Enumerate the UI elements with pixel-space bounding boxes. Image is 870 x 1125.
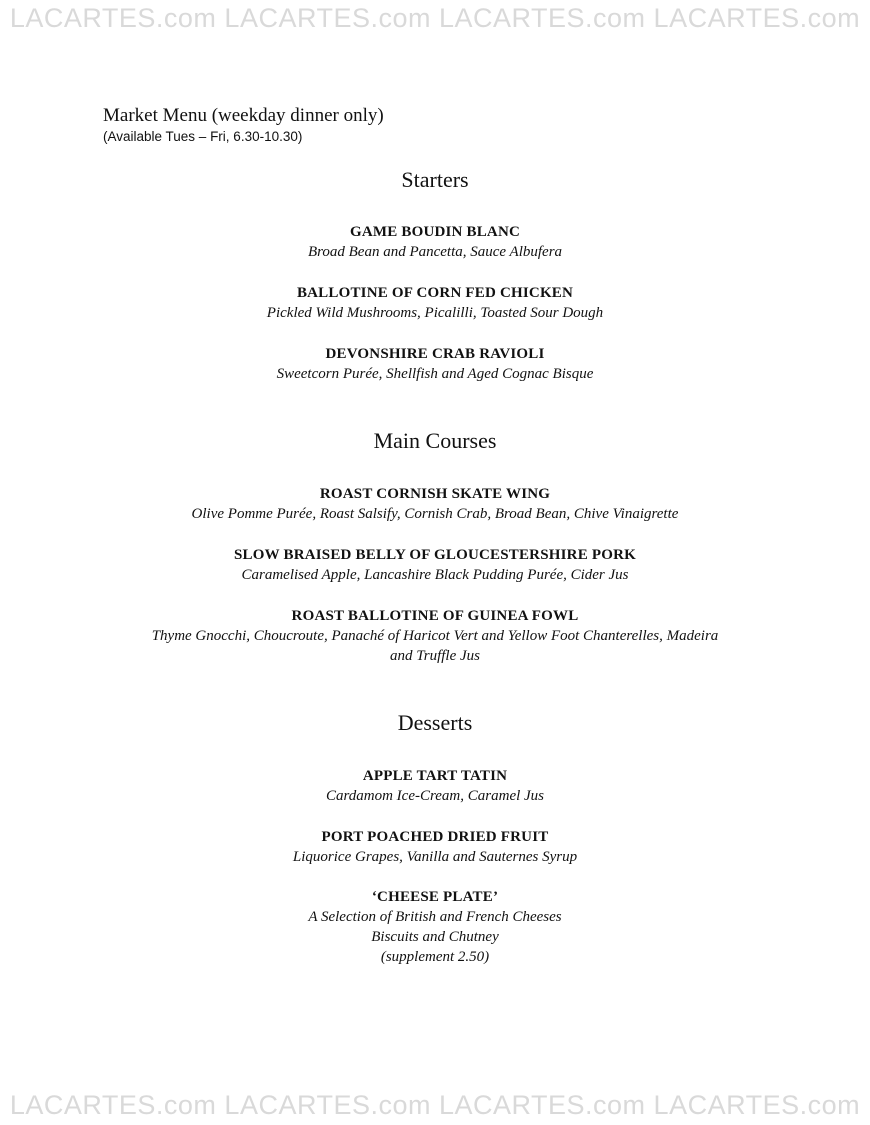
- item-description: Olive Pomme Purée, Roast Salsify, Cornish Crab, Broad Bean, Chive Vinaigrette: [191, 506, 679, 522]
- menu-item: [80, 344, 790, 384]
- menu-item: [80, 766, 790, 806]
- menu-title: Market Menu (weekday dinner only): [103, 105, 384, 126]
- menu-item: [60, 484, 810, 524]
- availability-note: (Available Tues – Fri, 6.30-10.30): [103, 129, 303, 144]
- section-title-desserts: Desserts: [397, 710, 473, 735]
- menu-header: [103, 104, 384, 145]
- item-name: BALLOTINE OF CORN FED CHICKEN: [296, 285, 574, 301]
- item-description: Broad Bean and Pancetta, Sauce Albufera: [307, 244, 563, 260]
- item-name: GAME BOUDIN BLANC: [349, 224, 521, 240]
- menu-item: [80, 222, 790, 262]
- item-description: Caramelised Apple, Lancashire Black Pudding Purée, Cider Jus: [241, 567, 629, 583]
- item-name: PORT POACHED DRIED FRUIT: [321, 829, 549, 845]
- menu-item: [60, 545, 810, 585]
- item-description: Cardamom Ice-Cream, Caramel Jus: [325, 788, 545, 804]
- item-name: ROAST CORNISH SKATE WING: [319, 486, 551, 502]
- item-description: Thyme Gnocchi, Choucroute, Panaché of Haricot Vert and Yellow Foot Chanterelles, Madeira: [151, 628, 719, 644]
- menu-item: [80, 887, 790, 967]
- item-name: ‘CHEESE PLATE’: [371, 889, 499, 905]
- item-description-continued: Biscuits and Chutney: [371, 929, 499, 945]
- supplement-note: (supplement 2.50): [380, 949, 490, 965]
- watermark-bottom: LACARTES.com LACARTES.com LACARTES.com LACARTES.com: [9, 1090, 861, 1120]
- item-description: Liquorice Grapes, Vanilla and Sauternes Syrup: [292, 849, 578, 865]
- menu-item: [60, 606, 810, 666]
- item-description-continued: and Truffle Jus: [389, 648, 480, 664]
- item-name: SLOW BRAISED BELLY OF GLOUCESTERSHIRE PORK: [234, 547, 636, 563]
- watermark-top: LACARTES.com LACARTES.com LACARTES.com LACARTES.com: [9, 3, 861, 33]
- item-description: Sweetcorn Purée, Shellfish and Aged Cognac Bisque: [276, 366, 594, 382]
- item-name: DEVONSHIRE CRAB RAVIOLI: [325, 346, 545, 362]
- item-description: Pickled Wild Mushrooms, Picalilli, Toasted Sour Dough: [266, 305, 604, 321]
- item-name: ROAST BALLOTINE OF GUINEA FOWL: [291, 608, 579, 624]
- menu-item: [80, 283, 790, 323]
- item-description: A Selection of British and French Cheeses: [308, 909, 562, 925]
- item-name: APPLE TART TATIN: [362, 768, 508, 784]
- section-title-main-courses: Main Courses: [373, 428, 497, 453]
- section-title-starters: Starters: [401, 167, 469, 192]
- menu-item: [80, 827, 790, 867]
